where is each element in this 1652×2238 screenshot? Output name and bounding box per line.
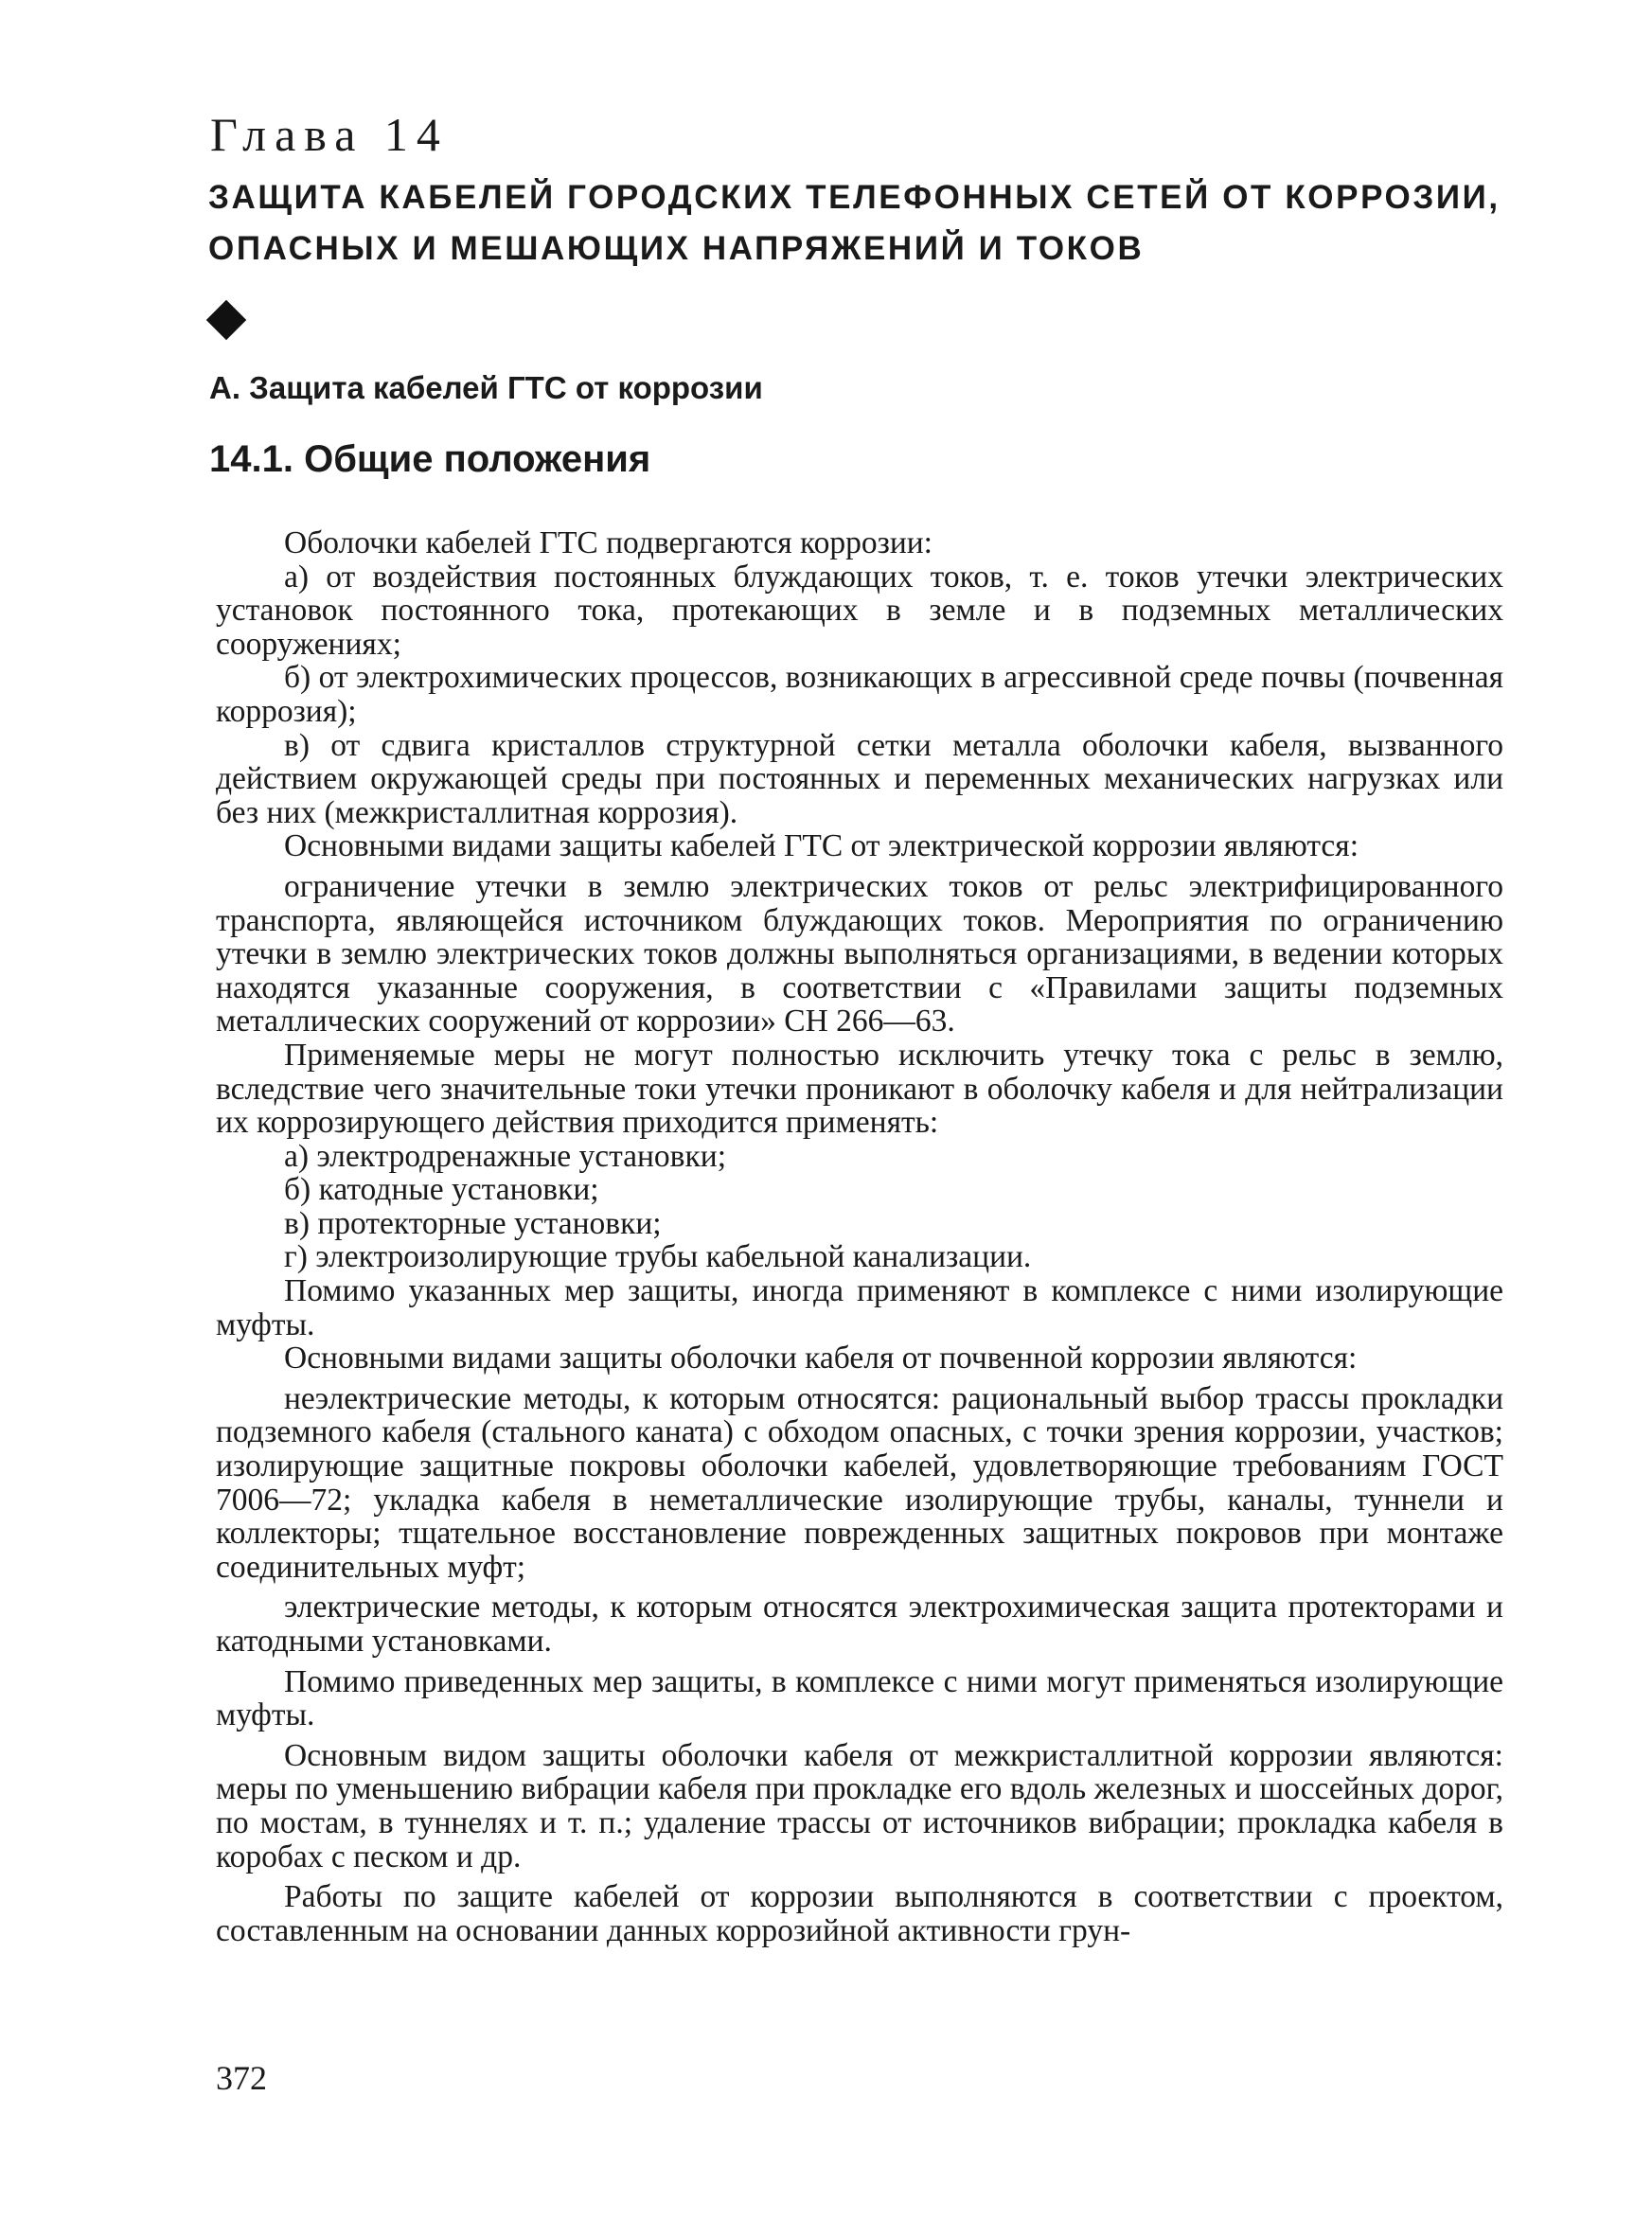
- paragraph: Работы по защите кабелей от коррозии выполняются в соответствии с проектом, составленным на основании данных коррозийной активности грун-: [216, 1879, 1503, 1948]
- paragraph: Помимо приведенных мер защиты, в комплексе с ними могут применяться изолирующие муфты.: [216, 1663, 1503, 1733]
- chapter-title-line-1: ЗАЩИТА КАБЕЛЕЙ ГОРОДСКИХ ТЕЛЕФОННЫХ СЕТЕЙ ОТ КОРРОЗИИ,: [208, 179, 1501, 216]
- paragraph: Оболочки кабелей ГТС подвергаются коррозии:: [284, 525, 933, 560]
- paragraph: Основными видами защиты оболочки кабеля от почвенной коррозии являются:: [284, 1341, 1358, 1377]
- chapter-label: Глава 14: [210, 108, 449, 161]
- paragraph: Основными видами защиты кабелей ГТС от электрической коррозии являются:: [284, 828, 1359, 864]
- body-text: [216, 526, 1503, 1947]
- paragraph: электрические методы, к которым относятся электрохимическая защита протекторами и катодными установками.: [216, 1590, 1503, 1659]
- list-item: в) от сдвига кристаллов структурной сетки металла оболочки кабеля, вызванного действием окружающей среды при постоянных и переменных механических нагрузках или без них (межкристаллитная коррозия).: [216, 727, 1503, 830]
- list-item: б) катодные установки;: [284, 1172, 599, 1208]
- paragraph: неэлектрические методы, к которым относятся: рациональный выбор трассы прокладки подземного кабеля (стального каната) с обходом опасных, с точки зрения коррозии, участков; изолирующие защитные покровы оболочки кабелей, удовлетворяющие требованиям ГОСТ 7006—72; укладка кабеля в неметаллические изолирующие трубы, каналы, туннели и коллекторы; тщательное восстановление поврежденных защитных покровов при монтаже соединительных муфт;: [216, 1380, 1503, 1585]
- list-item: а) электродренажные установки;: [284, 1138, 727, 1174]
- paragraph: Применяемые меры не могут полностью исключить утечку тока с рельс в землю, вследствие чего значительные токи утечки проникают в оболочку кабеля и для нейтрализации их коррозирующего действия приходится применять:: [216, 1037, 1503, 1141]
- part-heading: А. Защита кабелей ГТС от коррозии: [209, 370, 763, 405]
- list-item: г) электроизолирующие трубы кабельной канализации.: [284, 1239, 1032, 1275]
- paragraph: ограничение утечки в землю электрических токов от рельс электрифицированного транспорта, являющейся источником блуждающих токов. Мероприятия по ограничению утечки в землю электрических токов должны выполняться организациями, в ведении которых находятся указанные сооружения, в соответствии с «Правилами защиты подземных металлических сооружений от коррозии» СН 266—63.: [216, 868, 1503, 1039]
- diamond-icon: [206, 300, 246, 340]
- page-number: 372: [216, 2059, 267, 2097]
- chapter-title-line-2: ОПАСНЫХ И МЕШАЮЩИХ НАПРЯЖЕНИЙ И ТОКОВ: [208, 230, 1145, 267]
- chapter-title: [208, 172, 1534, 275]
- section-heading: 14.1. Общие положения: [209, 438, 651, 480]
- paragraph: Помимо указанных мер защиты, иногда применяют в комплексе с ними изолирующие муфты.: [216, 1273, 1503, 1342]
- paragraph: Основным видом защиты оболочки кабеля от межкристаллитной коррозии являются: меры по уменьшению вибрации кабеля при прокладке его вдоль железных и шоссейных дорог, по мостам, в туннелях и т. п.; удаление трассы от источников вибрации; прокладка кабеля в коробах с песком и др.: [216, 1737, 1503, 1874]
- list-item: б) от электрохимических процессов, возникающих в агрессивной среде почвы (почвенная коррозия);: [216, 660, 1503, 729]
- list-item: а) от воздействия постоянных блуждающих токов, т. е. токов утечки электрических установок постоянного тока, протекающих в земле и в подземных металлических сооружениях;: [216, 559, 1503, 662]
- list-item: в) протекторные установки;: [284, 1205, 662, 1241]
